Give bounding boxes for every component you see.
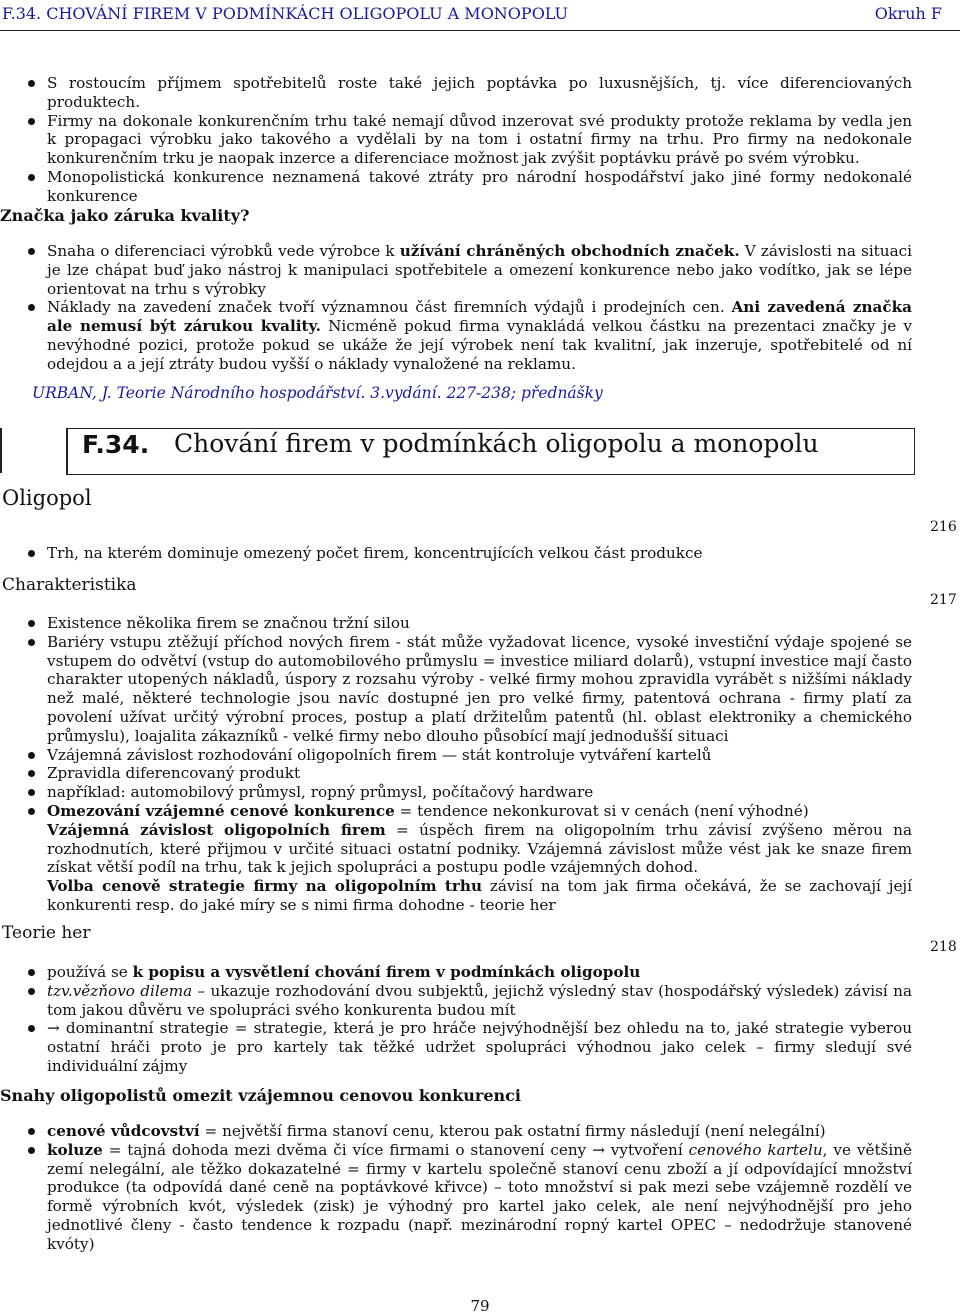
- charakteristika-list: [0, 614, 912, 915]
- snahy-list: [0, 1122, 912, 1254]
- brand-list: [0, 242, 912, 374]
- bullet-icon: [28, 789, 35, 796]
- list-item: tzv.vězňovo dilema – ukazuje rozhodování dvou subjektů, jejichž výsledný stav (hospodářský výsledek) závisí na tom jakou důvěru ve spolupráci svého konkurenta budou mít: [0, 982, 912, 1020]
- teorie-her-list: [0, 963, 912, 1076]
- brand-heading: Značka jako záruka kvality?: [0, 206, 250, 225]
- bullet-icon: [28, 118, 35, 125]
- list-item: Náklady na zavedení značek tvoří významnou část firemních výdajů i prodejních cen. Ani zavedená značka ale nemusí být zárukou kvality. Nicméně pokud firma vynakládá velkou částku na prezentaci značky je v nevýhodné pozici, protože pokud se ukáže že její výrobek není tak kvalitní, jak inzeruje, spotřebitelé od ní odejdou a a její ztráty budou vyšší o náklady vynaložené na reklamu.: [0, 298, 912, 373]
- header-section: Okruh F: [874, 4, 942, 23]
- list-item: Trh, na kterém dominuje omezený počet firem, koncentrujících velkou část produkce: [0, 544, 912, 563]
- reference-citation: URBAN, J. Teorie Národního hospodářství. 3.vydání. 227-238; přednášky: [32, 384, 603, 402]
- list-item: například: automobilový průmysl, ropný průmysl, počítačový hardware: [0, 783, 912, 802]
- header-title: F.34. CHOVÁNÍ FIREM V PODMÍNKÁCH OLIGOPOLU A MONOPOLU: [2, 4, 569, 23]
- teorie-her-label: Teorie her: [2, 923, 91, 943]
- list-item: S rostoucím příjmem spotřebitelů roste také jejich poptávka po luxusnějších, tj. více diferenciovaných produktech.: [0, 74, 912, 112]
- charakteristika-label: Charakteristika: [2, 575, 137, 595]
- bullet-icon: [28, 808, 35, 815]
- list-item: cenové vůdcovství = největší firma stanoví cenu, kterou pak ostatní firmy následují (není nelegální): [0, 1122, 912, 1141]
- bullet-icon: [28, 1128, 35, 1135]
- oligopol-label: Oligopol: [2, 486, 92, 510]
- bullet-icon: [28, 770, 35, 777]
- bullet-icon: [28, 620, 35, 627]
- bullet-icon: [28, 639, 35, 646]
- list-item: Omezování vzájemné cenové konkurence = tendence nekonkurovat si v cenách (není výhodné) Vzájemná závislost oligopolních firem = úspěch firem na oligopolním trhu závisí zvýšeno měrou na rozhodnutích, které přijmou v určité situaci ostatní podniky. Vzájemná závislost může vést jak ke snaze firem získat větší podíl na trhu, tak k jejich spolupráci a postupu podle vzájemných dohod. Volba cenově strategie firmy na oligopolním trhu závisí na tom jak firma očekává, že se zachovají její konkurenti resp. do jaké míry se s nimi firma dohodne - teorie her: [0, 802, 912, 915]
- bullet-icon: [28, 752, 35, 759]
- running-header: [0, 0, 960, 31]
- section-title: Chování firem v podmínkách oligopolu a monopolu: [174, 429, 819, 458]
- oligopol-list: [0, 544, 912, 563]
- section-title-box: [66, 428, 915, 475]
- page-number: 79: [470, 1297, 490, 1315]
- list-item: koluze = tajná dohoda mezi dvěma či více firmami o stanovení ceny → vytvoření cenového kartelu, ve většině zemí nelegální, ale těžko dokazatelné = firmy v kartelu společně stanoví cenu zboží a jí odpovídající množství produkce (ta odpovídá dané ceně na poptávkové křivce) – toto množství si pak mezi sebe vzájemně rozdělí ve formě výrobních kvót, výsledek (zisk) je výhodný pro kartel jako celek, ale není nejvýhodnější pro jeho jednotlivé členy - často tendence k rozpadu (např. mezinárodní ropný kartel OPEC – nedodržuje stanovené kvóty): [0, 1141, 912, 1254]
- bullet-icon: [28, 248, 35, 255]
- margin-number: 218: [930, 939, 957, 955]
- margin-number: 217: [930, 592, 957, 608]
- bullet-icon: [28, 1147, 35, 1154]
- bullet-icon: [28, 1025, 35, 1032]
- list-item: → dominantní strategie = strategie, která je pro hráče nejvýhodnější bez ohledu na to, jaké strategie vyberou ostatní hráči proto je pro kartely tak těžké udržet spolupráci výhodnou jako celek – firmy sledují své individuální zájmy: [0, 1019, 912, 1075]
- snahy-heading: Snahy oligopolistů omezit vzájemnou cenovou konkurenci: [0, 1086, 521, 1105]
- margin-number: 216: [930, 519, 957, 535]
- list-item: Bariéry vstupu ztěžují příchod nových firem - stát může vyžadovat licence, vysoké investiční výdaje spojené se vstupem do odvětví (vstup do automobilového průmyslu = investice miliard dolarů), vstupní investice mají často charakter utopených nákladů, úspory z rozsahu výroby - velké firmy mohou zpravidla vyrábět s nižšími náklady než malé, některé technologie jsou navíc dostupné jen pro velké firmy, patentová ochrana - firmy platí za povolení užívat určitý výrobní proces, postup a platí držitelům patentů (hl. oblast elektroniky a chemického průmyslu), loajalita zákazníků - velké firmy nebo dlouho působící mají jednodušší situaci: [0, 633, 912, 746]
- list-item: Vzájemná závislost rozhodování oligopolních firem — stát kontroluje vytváření kartelů: [0, 746, 912, 765]
- bullet-icon: [28, 969, 35, 976]
- list-item: Firmy na dokonale konkurenčním trhu také nemají důvod inzerovat své produkty protože reklama by vedla jen k propagaci výrobku jako takového a vydělali by na tom i ostatní firmy na trhu. Pro firmy na nedokonale konkurenčním trku je naopak inzerce a diferenciace možnost jak zvýšit poptávku právě po svém výrobku.: [0, 112, 912, 168]
- list-item: Zpravidla diferencovaný produkt: [0, 764, 912, 783]
- bullet-icon: [28, 304, 35, 311]
- top-bullet-list: [0, 74, 912, 206]
- title-left-rule: [0, 428, 2, 473]
- list-item: Snaha o diferenciaci výrobků vede výrobce k užívání chráněných obchodních značek. V závislosti na situaci je lze chápat buď jako nástroj k manipulaci spotřebitele a omezení konkurence nebo jako vodítko, jak se lépe orientovat na trhu s výrobky: [0, 242, 912, 298]
- list-item: Monopolistická konkurence neznamená takové ztráty pro národní hospodářství jako jiné formy nedokonalé konkurence: [0, 168, 912, 206]
- section-number: F.34.: [82, 430, 150, 459]
- bullet-icon: [28, 80, 35, 87]
- list-item: Existence několika firem se značnou tržní silou: [0, 614, 912, 633]
- list-item: používá se k popisu a vysvětlení chování firem v podmínkách oligopolu: [0, 963, 912, 982]
- bullet-icon: [28, 988, 35, 995]
- bullet-icon: [28, 550, 35, 557]
- bullet-icon: [28, 174, 35, 181]
